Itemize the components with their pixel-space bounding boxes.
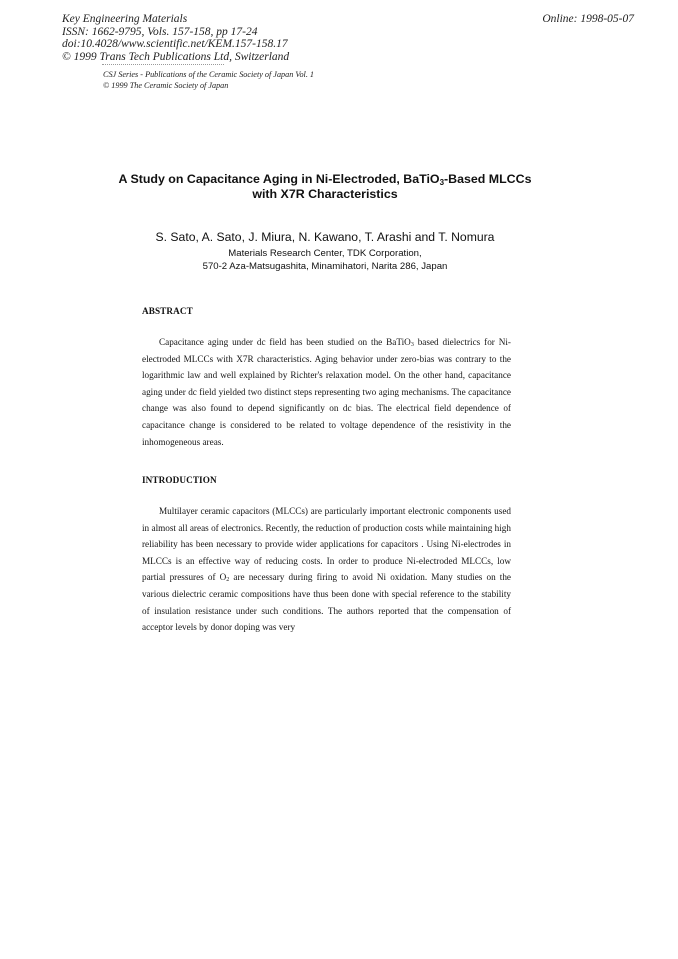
introduction-body xyxy=(142,503,511,636)
journal-issn: ISSN: 1662-9795, Vols. 157-158, pp 17-24 xyxy=(62,25,258,38)
abstract-body xyxy=(142,334,511,450)
faint-rule xyxy=(102,64,224,66)
affiliation xyxy=(110,248,540,273)
paper-title xyxy=(110,172,540,201)
series-header xyxy=(103,69,314,91)
journal-doi[interactable]: doi:10.4028/www.scientific.net/KEM.157-158.17 xyxy=(62,38,288,50)
series-line: CSJ Series - Publications of the Ceramic Society of Japan Vol. 1 xyxy=(103,70,315,79)
abstract-heading: ABSTRACT xyxy=(142,306,193,316)
intro-subscript: 2 xyxy=(226,577,230,584)
series-copyright: © 1999 The Ceramic Society of Japan xyxy=(103,81,229,90)
abstract-subscript: 3 xyxy=(410,342,414,348)
title-part1: A Study on Capacitance Aging in Ni-Electroded, BaTiO xyxy=(118,172,440,186)
title-part2: -Based MLCCs xyxy=(444,172,532,186)
journal-copyright: © 1999 Trans Tech Publications Ltd, Switzerland xyxy=(62,50,290,63)
affiliation-line2: 570-2 Aza-Matsugashita, Minamihatori, Narita 286, Japan xyxy=(202,260,448,272)
title-line3: with X7R Characteristics xyxy=(252,186,398,201)
abstract-text-1: Capacitance aging under dc field has been studied on the BaTiO xyxy=(159,337,411,347)
abstract-paragraph xyxy=(142,334,511,450)
title-subscript: 3 xyxy=(439,178,445,187)
intro-text-2: are necessary during firing to avoid Ni oxidation. Many studies on the various dielectric ceramic compositions have thus been done with special reference to the stability of insulation resistance under such conditions. The authors reported that the compensation of acceptor levels by donor doping was very xyxy=(142,572,511,633)
online-date: Online: 1998-05-07 xyxy=(542,13,634,25)
journal-name: Key Engineering Materials xyxy=(62,13,188,25)
introduction-heading: INTRODUCTION xyxy=(142,475,217,485)
introduction-paragraph xyxy=(142,503,511,636)
author-list: S. Sato, A. Sato, J. Miura, N. Kawano, T. Arashi and T. Nomura xyxy=(155,230,495,244)
journal-header xyxy=(62,13,289,63)
abstract-text-2: based dielectrics for Ni-electroded MLCCs with X7R characteristics. Aging behavior under zero-bias was contrary to the logarithmic law and well explained by Richter's relaxation model. On the other hand, capacitance aging under dc field yielded two distinct steps representing two aging mechanisms. The capacitance change was also found to depend significantly on dc bias. The electrical field dependence of capacitance change is considered to be related to voltage dependence of the resistivity in the inhomogeneous areas. xyxy=(142,337,511,447)
intro-text-1: Multilayer ceramic capacitors (MLCCs) are particularly important electronic components used in almost all areas of electronics. Recently, the reduction of production costs while maintaining high reliability has been necessary to provide wider applications for capacitors . Using Ni-electrodes in MLCCs is an effective way of reducing costs. In order to produce Ni-electroded MLCCs, low partial pressures of O xyxy=(142,506,511,583)
affiliation-line1: Materials Research Center, TDK Corporation, xyxy=(228,248,422,259)
